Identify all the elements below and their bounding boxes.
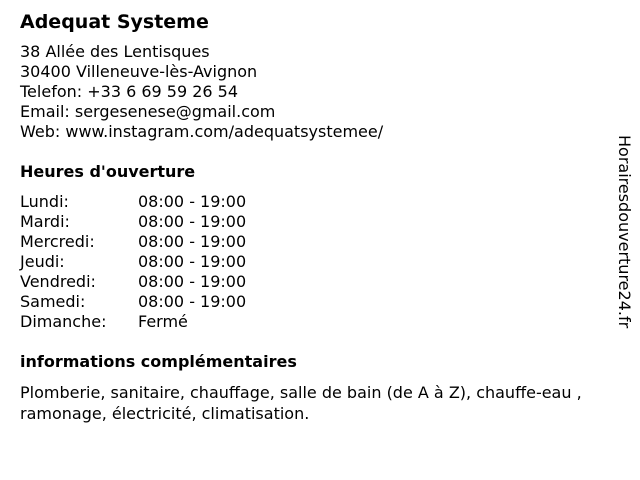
day-label: Samedi: [20,292,86,311]
hours-row-tuesday [20,212,620,232]
brand-watermark: Horairesdouverture24.fr [615,135,634,329]
business-name: Adequat Systeme [20,11,209,33]
opening-hours-table [20,192,620,332]
day-label: Lundi: [20,192,69,211]
hours-row-wednesday [20,232,620,252]
time-value: 08:00 - 19:00 [138,252,247,271]
additional-info-heading: informations complémentaires [20,352,297,371]
time-value: 08:00 - 19:00 [138,272,247,291]
website-url: Web: www.instagram.com/adequatsystemee/ [20,122,384,141]
hours-row-sunday [20,312,620,332]
day-label: Jeudi: [20,252,65,271]
phone-number: Telefon: +33 6 69 59 26 54 [20,82,239,101]
time-value: 08:00 - 19:00 [138,192,247,211]
email-address: Email: sergesenese@gmail.com [20,102,276,121]
hours-row-monday [20,192,620,212]
address-line-2: 30400 Villeneuve-lès-Avignon [20,62,258,81]
address-line-1: 38 Allée des Lentisques [20,42,210,61]
day-label: Vendredi: [20,272,96,291]
time-value: 08:00 - 19:00 [138,292,247,311]
time-value: Fermé [138,312,188,331]
day-label: Mardi: [20,212,70,231]
business-card [20,10,620,424]
hours-row-friday [20,272,620,292]
day-label: Dimanche: [20,312,107,331]
day-label: Mercredi: [20,232,95,251]
hours-row-saturday [20,292,620,312]
time-value: 08:00 - 19:00 [138,212,247,231]
time-value: 08:00 - 19:00 [138,232,247,251]
opening-hours-heading: Heures d'ouverture [20,162,196,181]
additional-info-text: Plomberie, sanitaire, chauffage, salle de bain (de A à Z), chauffe-eau , ramonage, électricité, climatisation. [20,383,582,423]
hours-row-thursday [20,252,620,272]
